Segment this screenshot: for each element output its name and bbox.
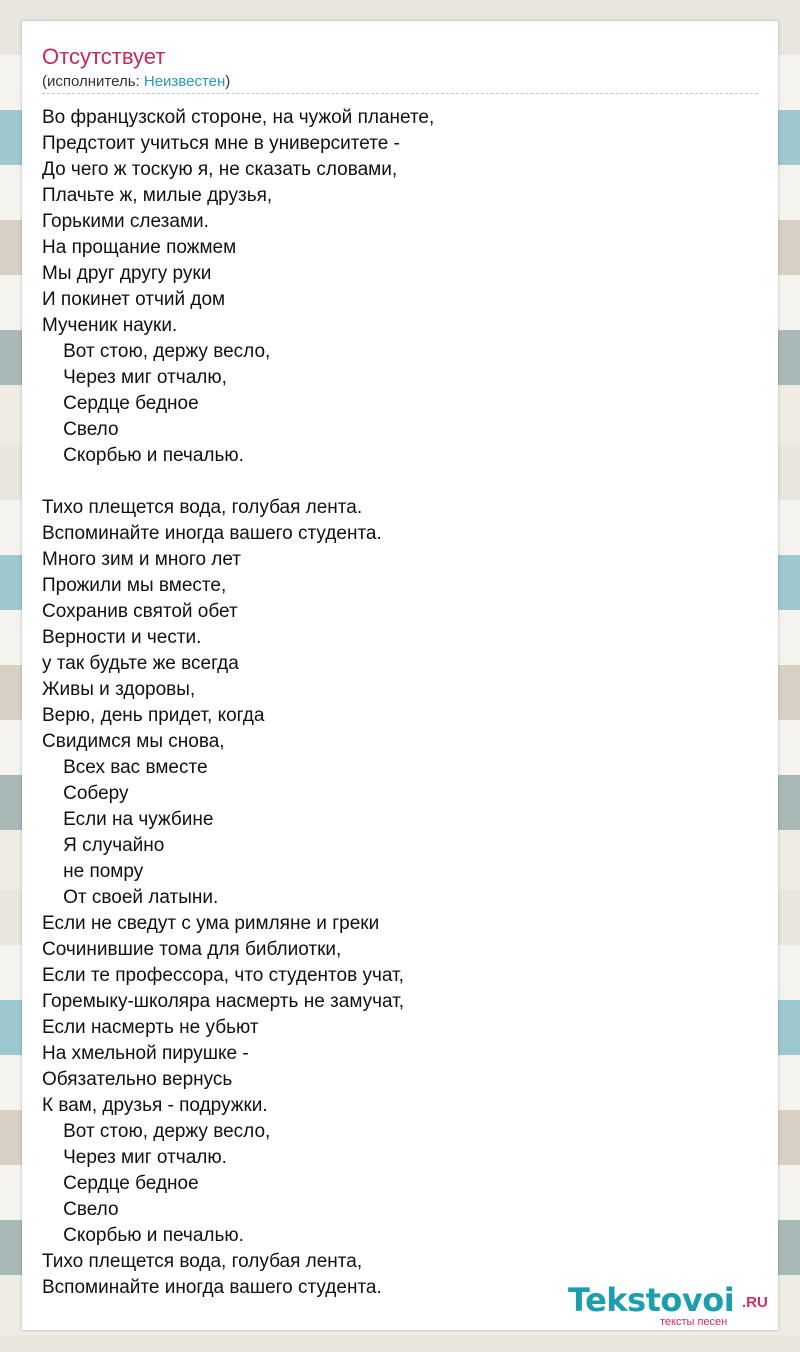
title-divider xyxy=(42,93,758,94)
logo-tld: .RU xyxy=(742,1294,768,1311)
lyrics-text: Во французской стороне, на чужой планете, Предстоит учиться мне в университете - До чего ж тоскую я, не сказать словами, Плачьте ж, милые друзья, Горькими слезами. На прощание пожмем Мы друг другу руки И покинет отчий дом Мученик науки. Вот стою, держу весло, Через миг отчалю, Сердце бедное Свело Скорбью и печалью. Тихо плещется вода, голубая лента. Вспоминайте иногда вашего студента. Много зим и много лет Прожили мы вместе, Сохранив святой обет Верности и чести. у так будьте же всегда Живы и здоровы, Верю, день придет, когда Свидимся мы снова, Всех вас вместе Соберу Если на чужбине Я случайно не помру От своей латыни. Если не сведут с ума римляне и греки Сочинившие тома для библиотки, Если те профессора, что студентов учат, Горемыку-школяра насмерть не замучат, Если насмерть не убьют На хмельной пирушке - Обязательно вернусь К вам, друзья - подружки. Вот стою, держу весло, Через миг отчалю. Сердце бедное Свело Скорбью и печалью. Тихо плещется вода, голубая лента, Вспоминайте иногда вашего студента. xyxy=(42,107,435,1298)
performer-line xyxy=(42,73,230,91)
lyrics-card xyxy=(22,21,778,1330)
logo-tagline: тексты песен xyxy=(660,1316,728,1328)
logo-wordmark: Tekstovoi xyxy=(568,1281,735,1319)
performer-prefix: (исполнитель: xyxy=(42,73,144,90)
song-title: Отсутствует xyxy=(42,44,166,69)
performer-suffix: ) xyxy=(225,73,231,90)
performer-link[interactable]: Неизвестен xyxy=(143,73,226,90)
site-logo[interactable] xyxy=(568,1281,778,1331)
